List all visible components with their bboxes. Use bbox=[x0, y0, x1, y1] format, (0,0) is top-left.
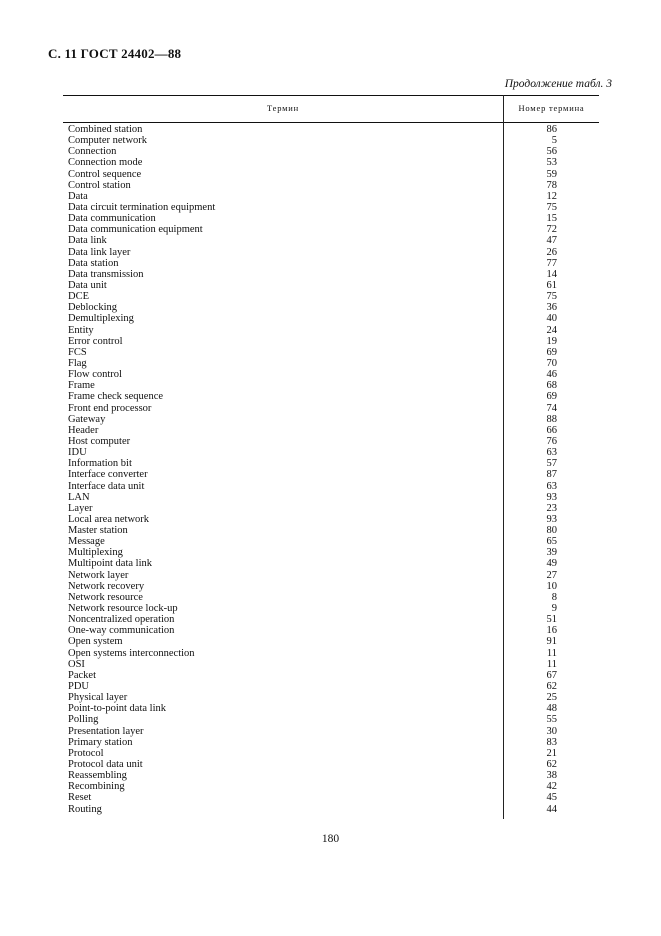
table-row bbox=[63, 291, 599, 302]
table-row bbox=[63, 336, 599, 347]
term-number-cell: 86 bbox=[546, 124, 557, 135]
table-row bbox=[63, 547, 599, 558]
table-row bbox=[63, 325, 599, 336]
term-number-cell: 93 bbox=[546, 491, 557, 503]
page-title: С. 11 ГОСТ 24402—88 bbox=[48, 46, 182, 61]
term-cell: Noncentralized operation bbox=[68, 614, 175, 626]
table-row bbox=[63, 737, 599, 748]
table-row bbox=[63, 235, 599, 246]
term-number-cell: 5 bbox=[551, 135, 557, 147]
term-cell: Data unit bbox=[68, 279, 107, 291]
table-row bbox=[63, 447, 599, 458]
term-cell: Data circuit termination equipment bbox=[68, 201, 216, 213]
term-number-cell: 65 bbox=[546, 536, 557, 548]
terms-table bbox=[63, 95, 599, 819]
term-cell: Interface converter bbox=[68, 469, 148, 481]
table-row bbox=[63, 380, 599, 391]
term-number-cell: 72 bbox=[546, 224, 557, 236]
table-row bbox=[63, 648, 599, 659]
term-cell: Polling bbox=[68, 714, 99, 726]
table-row bbox=[63, 614, 599, 625]
term-cell: Data bbox=[68, 190, 88, 202]
column-header-term: Термин bbox=[266, 103, 300, 113]
term-number-cell: 23 bbox=[546, 502, 557, 514]
table-row bbox=[63, 703, 599, 714]
table-row bbox=[63, 157, 599, 168]
term-number-cell: 47 bbox=[546, 235, 557, 247]
term-number-cell: 66 bbox=[546, 424, 557, 436]
term-number-cell: 68 bbox=[546, 380, 557, 392]
table-row bbox=[63, 603, 599, 614]
term-cell: Flow control bbox=[68, 369, 122, 381]
table-row bbox=[63, 369, 599, 380]
table-row bbox=[63, 514, 599, 525]
table-row bbox=[63, 436, 599, 447]
table-row bbox=[63, 681, 599, 692]
term-number-cell: 38 bbox=[546, 770, 557, 782]
term-number-cell: 59 bbox=[546, 168, 557, 180]
table-row bbox=[63, 804, 599, 815]
table-row bbox=[63, 481, 599, 492]
term-number-cell: 30 bbox=[546, 725, 557, 737]
table-row bbox=[63, 269, 599, 280]
term-number-cell: 25 bbox=[546, 692, 557, 704]
term-number-cell: 24 bbox=[546, 324, 557, 336]
table-row bbox=[63, 770, 599, 781]
table-row bbox=[63, 536, 599, 547]
term-cell: Routing bbox=[68, 803, 102, 815]
term-cell: Data communication equipment bbox=[68, 224, 203, 236]
term-number-cell: 62 bbox=[546, 681, 557, 693]
table-row bbox=[63, 792, 599, 803]
table-continuation-label: Продолжение табл. 3 bbox=[504, 78, 612, 90]
term-number-cell: 62 bbox=[546, 759, 557, 771]
table-row bbox=[63, 525, 599, 536]
term-number-cell: 46 bbox=[546, 369, 557, 381]
term-cell: Demultiplexing bbox=[68, 313, 134, 325]
term-cell: Packet bbox=[68, 669, 96, 681]
term-number-cell: 15 bbox=[546, 213, 557, 225]
term-cell: Gateway bbox=[68, 413, 106, 425]
term-number-cell: 11 bbox=[546, 647, 557, 659]
term-cell: Protocol data unit bbox=[68, 759, 143, 771]
term-number-cell: 16 bbox=[546, 625, 557, 637]
term-cell: Frame check sequence bbox=[68, 391, 164, 403]
table-row bbox=[63, 692, 599, 703]
term-number-cell: 11 bbox=[546, 658, 557, 670]
term-cell: Host computer bbox=[68, 435, 131, 447]
table-top-rule bbox=[63, 95, 599, 96]
term-cell: Connection bbox=[68, 146, 117, 158]
table-row bbox=[63, 391, 599, 402]
term-number-cell: 19 bbox=[546, 335, 557, 347]
page-number: 180 bbox=[321, 833, 340, 845]
term-number-cell: 55 bbox=[546, 714, 557, 726]
term-cell: Data communication bbox=[68, 213, 156, 225]
term-number-cell: 61 bbox=[546, 279, 557, 291]
table-row bbox=[63, 258, 599, 269]
table-row bbox=[63, 169, 599, 180]
table-row bbox=[63, 403, 599, 414]
term-number-cell: 26 bbox=[546, 246, 557, 258]
table-row bbox=[63, 146, 599, 157]
term-number-cell: 88 bbox=[546, 413, 557, 425]
term-cell: Front end processor bbox=[68, 402, 152, 414]
term-cell: OSI bbox=[68, 658, 85, 670]
term-cell: Error control bbox=[68, 335, 123, 347]
table-row bbox=[63, 659, 599, 670]
table-row bbox=[63, 492, 599, 503]
term-cell: Entity bbox=[68, 324, 94, 336]
term-number-cell: 48 bbox=[546, 703, 557, 715]
term-cell: PDU bbox=[68, 681, 90, 693]
term-cell: Reassembling bbox=[68, 770, 127, 782]
table-row bbox=[63, 213, 599, 224]
term-cell: Master station bbox=[68, 525, 128, 537]
term-number-cell: 51 bbox=[546, 614, 557, 626]
table-row bbox=[63, 748, 599, 759]
term-cell: Header bbox=[68, 424, 99, 436]
term-number-cell: 14 bbox=[546, 268, 557, 280]
term-cell: DCE bbox=[68, 291, 89, 303]
table-row bbox=[63, 592, 599, 603]
table-row bbox=[63, 347, 599, 358]
term-cell: Presentation layer bbox=[68, 725, 144, 737]
table-row bbox=[63, 124, 599, 135]
table-row bbox=[63, 224, 599, 235]
term-number-cell: 93 bbox=[546, 513, 557, 525]
table-row bbox=[63, 280, 599, 291]
table-row bbox=[63, 670, 599, 681]
term-cell: Deblocking bbox=[68, 302, 117, 314]
table-row bbox=[63, 503, 599, 514]
term-cell: Data link bbox=[68, 235, 107, 247]
column-header-number: Номер термина bbox=[518, 103, 585, 113]
term-number-cell: 39 bbox=[546, 547, 557, 559]
term-cell: Data transmission bbox=[68, 268, 144, 280]
term-number-cell: 78 bbox=[546, 179, 557, 191]
term-number-cell: 83 bbox=[546, 736, 557, 748]
table-row bbox=[63, 570, 599, 581]
term-cell: IDU bbox=[68, 447, 87, 459]
term-cell: Layer bbox=[68, 502, 93, 514]
table-row bbox=[63, 191, 599, 202]
term-number-cell: 74 bbox=[546, 402, 557, 414]
term-cell: LAN bbox=[68, 491, 90, 503]
term-cell: Information bit bbox=[68, 458, 132, 470]
table-row bbox=[63, 759, 599, 770]
term-cell: Combined station bbox=[68, 124, 143, 135]
term-cell: Open systems interconnection bbox=[68, 647, 195, 659]
term-number-cell: 67 bbox=[546, 669, 557, 681]
table-row bbox=[63, 558, 599, 569]
term-cell: Message bbox=[68, 536, 105, 548]
term-number-cell: 87 bbox=[546, 469, 557, 481]
term-number-cell: 12 bbox=[546, 190, 557, 202]
term-cell: Multipoint data link bbox=[68, 558, 152, 570]
term-number-cell: 70 bbox=[546, 357, 557, 369]
term-cell: Data station bbox=[68, 257, 119, 269]
term-number-cell: 44 bbox=[546, 803, 557, 815]
table-row bbox=[63, 458, 599, 469]
term-cell: Network layer bbox=[68, 569, 129, 581]
table-row bbox=[63, 180, 599, 191]
term-number-cell: 10 bbox=[546, 580, 557, 592]
table-row bbox=[63, 469, 599, 480]
table-row bbox=[63, 425, 599, 436]
term-number-cell: 53 bbox=[546, 157, 557, 169]
term-number-cell: 36 bbox=[546, 302, 557, 314]
term-cell: Reset bbox=[68, 792, 92, 804]
table-row bbox=[63, 636, 599, 647]
term-cell: Frame bbox=[68, 380, 95, 392]
term-cell: Control sequence bbox=[68, 168, 142, 180]
term-number-cell: 27 bbox=[546, 569, 557, 581]
table-row bbox=[63, 202, 599, 213]
table-row bbox=[63, 302, 599, 313]
table-header-rule bbox=[63, 122, 599, 123]
term-cell: Point-to-point data link bbox=[68, 703, 166, 715]
term-number-cell: 75 bbox=[546, 291, 557, 303]
term-number-cell: 9 bbox=[551, 603, 557, 615]
term-cell: Physical layer bbox=[68, 692, 128, 704]
table-row bbox=[63, 135, 599, 146]
term-cell: Control station bbox=[68, 179, 131, 191]
term-cell: One-way communication bbox=[68, 625, 175, 637]
term-number-cell: 42 bbox=[546, 781, 557, 793]
term-cell: Recombining bbox=[68, 781, 125, 793]
term-cell: Primary station bbox=[68, 736, 133, 748]
table-row bbox=[63, 247, 599, 258]
term-number-cell: 21 bbox=[546, 747, 557, 759]
term-number-cell: 56 bbox=[546, 146, 557, 158]
term-number-cell: 63 bbox=[546, 447, 557, 459]
term-cell: Multiplexing bbox=[68, 547, 123, 559]
term-cell: Network resource lock-up bbox=[68, 603, 178, 615]
term-number-cell: 8 bbox=[551, 591, 557, 603]
term-cell: FCS bbox=[68, 346, 87, 358]
term-number-cell: 77 bbox=[546, 257, 557, 269]
term-cell: Network resource bbox=[68, 591, 143, 603]
term-cell: Protocol bbox=[68, 747, 104, 759]
term-number-cell: 63 bbox=[546, 480, 557, 492]
table-row bbox=[63, 726, 599, 737]
table-row bbox=[63, 358, 599, 369]
term-cell: Connection mode bbox=[68, 157, 143, 169]
table-row bbox=[63, 313, 599, 324]
table-row bbox=[63, 414, 599, 425]
term-number-cell: 69 bbox=[546, 391, 557, 403]
term-number-cell: 80 bbox=[546, 525, 557, 537]
table-row bbox=[63, 781, 599, 792]
term-number-cell: 75 bbox=[546, 201, 557, 213]
term-number-cell: 49 bbox=[546, 558, 557, 570]
term-cell: Open system bbox=[68, 636, 123, 648]
term-cell: Network recovery bbox=[68, 580, 145, 592]
term-number-cell: 57 bbox=[546, 458, 557, 470]
table-row bbox=[63, 714, 599, 725]
term-cell: Data link layer bbox=[68, 246, 131, 258]
term-number-cell: 76 bbox=[546, 435, 557, 447]
table-row bbox=[63, 625, 599, 636]
term-cell: Interface data unit bbox=[68, 480, 145, 492]
term-cell: Computer network bbox=[68, 135, 148, 147]
term-cell: Flag bbox=[68, 357, 87, 369]
term-number-cell: 69 bbox=[546, 346, 557, 358]
term-number-cell: 40 bbox=[546, 313, 557, 325]
table-body bbox=[63, 124, 599, 815]
term-number-cell: 45 bbox=[546, 792, 557, 804]
table-row bbox=[63, 581, 599, 592]
term-cell: Local area network bbox=[68, 513, 150, 525]
term-number-cell: 91 bbox=[546, 636, 557, 648]
